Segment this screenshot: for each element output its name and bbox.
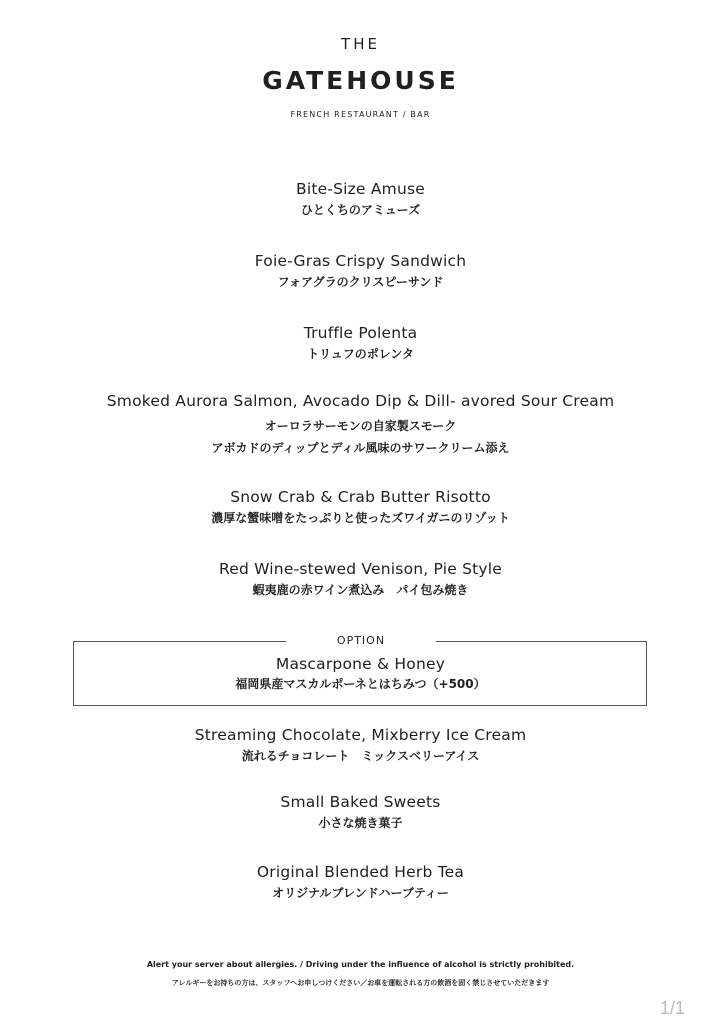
course-name-en: Original Blended Herb Tea <box>256 863 465 881</box>
course-name-en: Snow Crab & Crab Butter Risotto <box>230 488 491 506</box>
course-name-ja: オーロラサーモンの自家製スモーク <box>264 419 457 433</box>
course-name-ja: フォアグラのクリスピーサンド <box>277 275 444 289</box>
course-snow-crab-risotto <box>0 487 721 527</box>
course-name-en: Mascarpone & Honey <box>275 655 446 673</box>
course-name-ja: トリュフのポレンタ <box>307 347 414 361</box>
course-name-ja: 福岡県産マスカルポーネとはちみつ（+500） <box>235 677 486 691</box>
course-chocolate <box>0 725 721 765</box>
course-name-ja: ひとくちのアミューズ <box>300 203 421 217</box>
course-option-mascarpone <box>0 654 721 693</box>
page-number: 1/1 <box>659 998 685 1018</box>
course-name-ja: 流れるチョコレート ミックスベリーアイス <box>241 749 480 763</box>
course-name-ja: 小さな焼き菓子 <box>318 816 403 830</box>
footer-notice-ja: アレルギーをお持ちの方は、スタッフへお申しつけください／お車を運転される方の飲酒を固く禁じさせていただきます <box>171 979 550 987</box>
restaurant-name: GATEHOUSE <box>262 66 459 95</box>
course-name-en: Truffle Polenta <box>303 324 418 342</box>
course-truffle-polenta <box>0 323 721 363</box>
course-name-en: Streaming Chocolate, Mixberry Ice Cream <box>194 726 527 744</box>
logo-the: THE <box>341 35 380 53</box>
course-name-ja: オリジナルブレンドハーブティー <box>272 886 449 900</box>
course-amuse <box>0 179 721 219</box>
course-name-ja: 蝦夷鹿の赤ワイン煮込み パイ包み焼き <box>252 583 469 597</box>
course-baked-sweets <box>0 792 721 832</box>
course-foie-gras <box>0 251 721 291</box>
course-name-en: Red Wine-stewed Venison, Pie Style <box>218 560 503 578</box>
option-label: OPTION <box>286 633 436 649</box>
course-venison <box>0 559 721 599</box>
course-salmon <box>0 391 721 457</box>
course-name-en: Bite-Size Amuse <box>295 180 426 198</box>
course-name-en: Smoked Aurora Salmon, Avocado Dip & Dill- avored Sour Cream <box>106 392 615 410</box>
course-name-en: Foie-Gras Crispy Sandwich <box>254 252 467 270</box>
footer-notice-en: Alert your server about allergies. / Driving under the influence of alcohol is strictly prohibited. <box>146 960 575 969</box>
course-herb-tea <box>0 862 721 902</box>
course-name-en: Small Baked Sweets <box>280 793 441 811</box>
course-name-ja-line2: アボカドのディップとディル風味のサワークリーム添え <box>211 441 510 455</box>
restaurant-subtitle: FRENCH RESTAURANT / BAR <box>290 110 431 119</box>
course-name-ja: 濃厚な蟹味噌をたっぷりと使ったズワイガニのリゾット <box>211 511 510 525</box>
